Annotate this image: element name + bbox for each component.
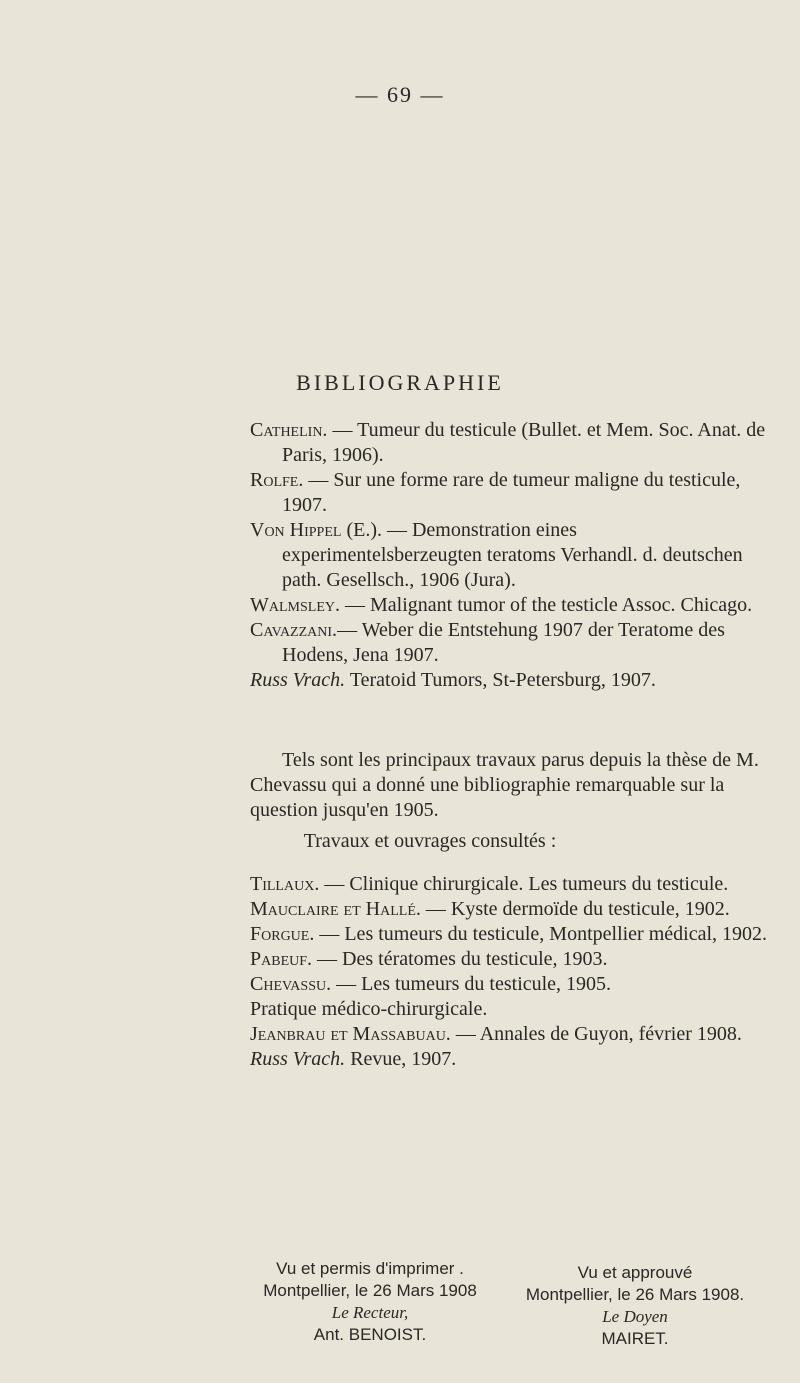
consulted-heading: Travaux et ouvrages consultés :	[303, 830, 557, 852]
bib-entry: Rolfe. — Sur une forme rare de tumeur maligne du testicule, 1907.	[250, 469, 741, 516]
consulted-entry: Chevassu. — Les tumeurs du testicule, 1905.	[250, 973, 612, 995]
consulted-list	[250, 872, 770, 1072]
page-number: — 69 —	[355, 82, 445, 107]
consulted-entry: Tillaux. — Clinique chirurgicale. Les tumeurs du testicule.	[250, 873, 729, 895]
bib-entry: Cavazzani.— Weber die Entstehung 1907 der Teratome des Hodens, Jena 1907.	[250, 619, 725, 666]
consulted-entry: Mauclaire et Hallé. — Kyste dermoïde du testicule, 1902.	[250, 898, 730, 920]
bib-entry: Walmsley. — Malignant tumor of the testicle Assoc. Chicago.	[250, 594, 753, 616]
consulted-entry: Pratique médico-chirurgicale.	[250, 998, 488, 1020]
section-heading: BIBLIOGRAPHIE	[296, 370, 504, 395]
signature-right: Vu et approuvé Montpellier, le 26 Mars 1908. Le Doyen MAIRET.	[525, 1263, 745, 1348]
consulted-entry: Russ Vrach. Revue, 1907.	[250, 1048, 457, 1070]
bibliography-list	[250, 418, 770, 693]
summary-paragraph: Tels sont les principaux travaux parus depuis la thèse de M. Chevassu qui a donné une bibliographie remarquable sur la question jusqu'en 1905.	[250, 749, 759, 821]
signature-left: Vu et permis d'imprimer . Montpellier, le 26 Mars 1908 Le Recteur, Ant. BENOIST.	[263, 1259, 477, 1344]
consulted-entry: Forgue. — Les tumeurs du testicule, Montpellier médical, 1902.	[250, 923, 768, 945]
consulted-entry: Pabeuf. — Des tératomes du testicule, 1903.	[250, 948, 608, 970]
bib-entry: Russ Vrach. Teratoid Tumors, St-Petersburg, 1907.	[250, 669, 656, 691]
bib-entry: Cathelin. — Tumeur du testicule (Bullet. et Mem. Soc. Anat. de Paris, 1906).	[250, 419, 766, 466]
bib-entry: Von Hippel (E.). — Demonstration eines experimentelsberzeugten teratoms Verhandl. d. deutschen path. Gesellsch., 1906 (Jura).	[250, 519, 743, 591]
consulted-entry: Jeanbrau et Massabuau. — Annales de Guyon, février 1908.	[250, 1023, 742, 1045]
